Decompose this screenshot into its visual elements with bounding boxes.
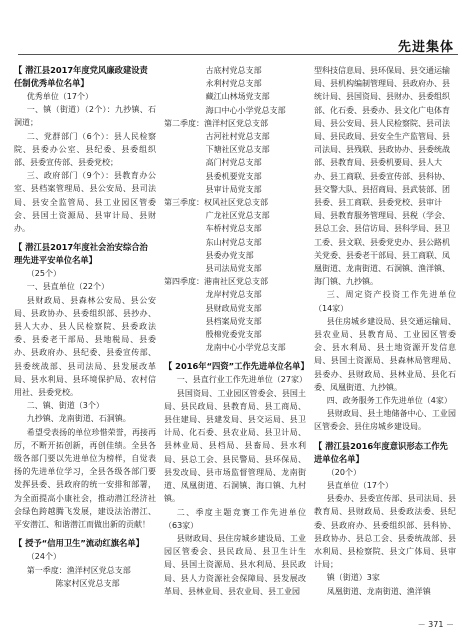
paragraph: 龙南中心小学党总支部 — [205, 343, 286, 353]
header-bar — [0, 0, 468, 58]
paragraph: 古河社村党总支部 — [205, 132, 270, 142]
page-number: － 371 － — [417, 620, 454, 629]
section-title: 先进集体 — [397, 40, 454, 55]
section-heading: 【 授予“信用卫生”流动红旗名单】 — [14, 538, 144, 549]
paragraph: 古底村党总支部 — [205, 66, 262, 75]
paragraph: （25个） — [26, 269, 61, 279]
paragraph: 县财政局、县住房城乡建设局、工业园区管委会、县民政局、县卫生计生局、县国土资源局、县水利局、县民政局、县人力资源社会保障局、县发展改革局、县林业局、县农业局、县工业园 — [164, 533, 306, 596]
paragraph: 县委办党支部 — [205, 250, 254, 260]
paragraph: 希望受表扬的单位珍惜荣誉，再接再厉，不断开拓创新，再创佳绩。全县各级各部门要以先进单位为榜样，自觉表扬的先进单位学习，全县各级各部门要发挥县委、县政府的统一安排和部署，为全面提高小康社会，推动潜江经济社会绿色跨越腾飞发展，建设法治潜江、平安潜江、和谐潜江而做出新的贡献！ — [14, 427, 156, 530]
paragraph: 型科技信息局、县环保局、县交通运输局、县机构编制管理局、县政府办、县统计局、县国资局、县财办、县委组织部、化石委、县委办、县文化广电体育局、县公安局、县人民检察院、县司法局、县民政局、县安全生产监管局、县司法局、县残联、县政协办、县委统战部、县教育局、县委机要局、县人大办、县工商联、县委宣传部、县科协、县交警大队、县招商局、县武装部、团县委、县工商联、县委党校、县审计局、县教育服务管理局、县税（学会、县总工会、县信访局、县科学局、县卫工委、县文联、县委党史办、县公路机关党委、县委老干部局、县工商联、凤凰街道、龙南街道、石洞镇、渔洋镇、海门镇、九抄镇。 — [314, 66, 450, 287]
paragraph: 广龙社区党总支部 — [205, 211, 270, 221]
header-divider — [18, 54, 458, 55]
paragraph: 县委办、县委宣传部、县司法局、县教育局、县财政局、县委政法委、县纪委、县政府办、县委组织部、县科协、县政协办、县总工会、县委统战部、县水利局、县检察院、县文广体局、县审计局； — [314, 494, 456, 570]
column-1 — [14, 64, 156, 590]
paragraph: 第三季度：权风社区党总支部 — [164, 198, 268, 208]
paragraph: 第二季度：渔洋村区党总支部 — [164, 118, 268, 128]
paragraph: 凤凰街道、龙南街道、渔洋镇 — [326, 586, 431, 596]
paragraph: 县财政局党支部 — [205, 303, 262, 313]
column-2 — [164, 64, 309, 598]
paragraph: 县委机要党支部 — [205, 171, 262, 181]
paragraph: 一、县直单位（22个） — [26, 282, 109, 292]
section-heading: 【 潜江县2016年度意识形态工作先进单位名单】 — [314, 440, 448, 464]
paragraph: 优秀单位（17个） — [26, 92, 93, 101]
paragraph: 一、县直行业工作先进单位（27家） — [176, 375, 307, 385]
paragraph: 县直单位（17个） — [326, 480, 393, 490]
paragraph: 县司法局党支部 — [205, 264, 262, 274]
paragraph: 第一季度：渔洋村区党总支部 — [26, 565, 131, 575]
paragraph: 东山村党总支部 — [205, 237, 262, 247]
paragraph: 一、镇（街道）（2个）：九抄镇、石洞道； — [14, 105, 156, 128]
paragraph: 海口中心小学党总支部 — [205, 105, 286, 115]
paragraph: 高门村党总支部 — [205, 158, 262, 168]
paragraph: 殷棉党委党支部 — [205, 330, 262, 340]
section-heading: 【 潜江县2017年度社会治安综合治理先进平安单位名单】 — [14, 242, 148, 266]
paragraph: 车桥村党总支部 — [205, 224, 262, 234]
paragraph: （20个） — [326, 467, 361, 477]
paragraph: （24个） — [26, 552, 61, 562]
paragraph: 二、党群部门（6个）：县人民检察院、县委办公室、县纪委、县委组织部、县委宣传部、县委党校； — [14, 131, 156, 168]
paragraph: 县档案局党支部 — [205, 316, 262, 326]
section-heading: 【 潜江县2017年度党风廉政建设责任制优秀单位名单】 — [14, 65, 148, 88]
paragraph: 三、政府部门（9个）：县教育办公室、县档案管理局、县公安局、县司法局、县安全监管局、县工业园区管委会、县国土资源局、县审计局、县财办。 — [14, 171, 156, 234]
paragraph: 藏江山林场党支部 — [205, 92, 270, 102]
section-heading: 【 2016年“四资”工作先进单位名单】 — [164, 361, 309, 372]
paragraph: 龙岸村党总支部 — [205, 290, 262, 300]
paragraph: 镇（街道）3家 — [326, 573, 380, 583]
paragraph: 三、周定资产投资工作先进单位（14家） — [314, 290, 456, 313]
paragraph: 永利村党总支部 — [205, 79, 262, 89]
paragraph: 四、政务服务工作先进单位（4家） — [326, 396, 452, 406]
content-columns — [14, 64, 462, 614]
paragraph: 县住房城乡建设局、县交通运输局、县农业局、县教育局、工业园区管委会、县水利局、县土地资源开发信息局、县国土资源局、县森林局管理局、县委办、县财政局、县林业局、县化石委、凤凰街道、九抄镇。 — [314, 316, 456, 392]
paragraph: 九抄镇、龙南街道、石洞镇。 — [26, 414, 131, 424]
paragraph: 陈家村区党总支部 — [55, 578, 120, 588]
paragraph: 二、镇、街道（3个） — [26, 401, 104, 411]
paragraph: 二、季度主题竞赛工作先进单位（63家） — [164, 507, 306, 530]
paragraph: 第四季度：港南社区党总支部 — [164, 277, 268, 287]
paragraph: 下塘社区党总支部 — [205, 145, 270, 155]
column-3 — [314, 64, 456, 598]
paragraph: 县财政局、县森林公安局、县公安局、县政协办、县委组织部、县抄办、县人大办、县人民检察院、县委政法委、县委老干部局、县地税局、县委办、县政府办、县纪委、县委宣传部、县委统战部、县司法局、县发展改革局、县水利局、县环境保护局、农村信用社、县委党校。 — [14, 295, 156, 398]
paragraph: 县财政局、县土地储备中心、工业园区管委会、县住房城乡建设局。 — [314, 409, 456, 432]
paragraph: 县国资局、工业园区管委会、县国土局、县民政局、县教育局、县工商局、县住建局、县建发局、县交运局、县卫计局、化石委、县农业局、县卫计局、县林业局、县档局、县畜局、县水利局、县总工会、县民警局、县环保局、县发改局、县市场监督管理局、龙南街道、凤凰街道、石洞镇、海口镇、九村镇。 — [164, 388, 306, 504]
paragraph: 县审计局党支部 — [205, 184, 262, 194]
